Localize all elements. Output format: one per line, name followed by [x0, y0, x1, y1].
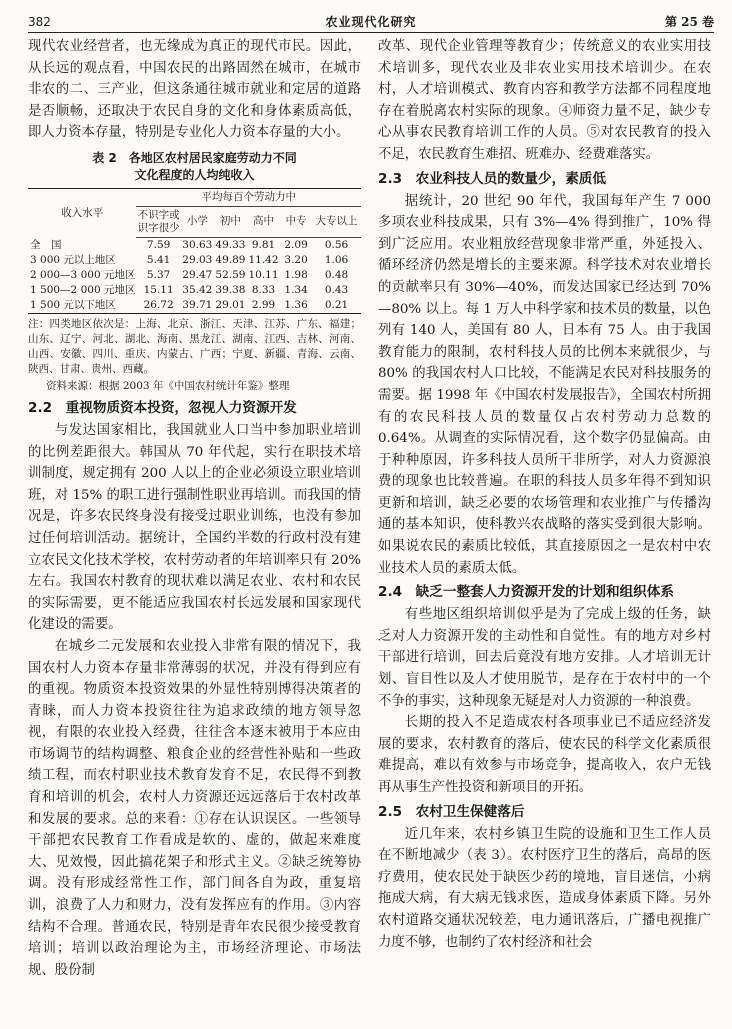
page-number: 382: [28, 15, 51, 29]
section-heading-2-4: 2.4 缺乏一整套人力资源开发的计划和组织体系: [378, 584, 674, 601]
table-cell: 7.59: [146, 238, 171, 251]
row-label: 全 国: [30, 238, 62, 251]
row-label: 1 500 元以下地区: [28, 298, 136, 314]
row-label: 1 500—2 000 元地区: [30, 283, 136, 296]
table-cell: 49.89: [215, 253, 246, 266]
table-cell: 26.72: [136, 298, 180, 314]
column-header: 大专以上: [312, 206, 361, 237]
table-cell: 1.34: [284, 283, 308, 296]
paragraph: 近几年来，农村乡镇卫生院的设施和卫生工作人员在不断地减少（表 3）。农村医疗卫生的落后，高昂的医疗费用，使农民处于缺医少药的境地，盲目迷信，小病拖成大病，有大病无钱求医，造成身体素质下降。另外农村道路交通状况较差，电力通讯落后，广播电视推广力度不够，也制约了农村经济和社会: [378, 826, 711, 950]
table-title-line-1: 表 2 各地区农村居民家庭劳动力不同: [92, 150, 297, 165]
column-header: 初中: [214, 206, 247, 237]
column-header: 高中: [247, 206, 280, 237]
table-cell: 1.06: [324, 253, 349, 266]
table-cell: 0.21: [312, 298, 361, 314]
table-row: [28, 268, 361, 283]
income-table: [28, 188, 361, 314]
volume-label: 第 25 卷: [664, 15, 714, 29]
table-row: [28, 298, 361, 314]
table-cell: 3.20: [284, 253, 308, 266]
page-header: [28, 12, 714, 33]
table-cell: 2.09: [284, 238, 308, 251]
table-cell: 49.33: [215, 238, 246, 251]
table-cell: 35.42: [182, 283, 213, 296]
table-cell: 29.47: [182, 268, 213, 281]
continued-paragraph: 改革、现代企业管理等教育少；传统意义的农业实用技术培训多，现代农业及非农业实用技术培训少。在农村，人才培训模式、教育内容和教学方法都不同程度地存在着脱离农村实际的现象。④师资力量不足，缺少专心从事农民教育培训工作的人员。⑤对农民教育的投入不足，农民教育生难招、班难办、经费难落实。: [378, 39, 711, 162]
paragraph: 在城乡二元发展和农业投入非常有限的情况下，我国农村人力资本存量非常薄弱的状况，并没有得到应有的重视。物质资本投资效果的外显性特别博得决策者的青睐，而人力资本投资往往为追求政绩的地方领导忽视，有限的农业投入经费，往往含本逐末被用于本应由市场调节的结构调整、粮食企业的经营性补贴和一些政绩工程，而农村职业技术教育发育不足，农民得不到教育和培训的机会，农村人力资源还远远落后于农村改革和发展的要求。总的来看：①存在认识误区。一些领导干部把农民教育工作看成是软的、虚的，做起来难度大、见效慢，因此搞花架子和形式主义。②缺乏统筹协调。没有形成经常性工作，部门间各自为政，重复培训，浪费了人力和财力，没有发挥应有的作用。③内容结构不合理。普通农民，特别是青年农民很少接受教育培训；培训以政治理论为主，市场经济理论、市场法规、股份制: [28, 638, 361, 978]
table-cell: 0.43: [324, 283, 349, 296]
table-cell: 1.98: [284, 268, 308, 281]
table-cell: 2.99: [247, 298, 280, 314]
intro-paragraph: 现代农业经营者，也无缘成为真正的现代市民。因此，从长远的观点看，中国农民的出路固然在城市，在城市非农的二、三产业，但这条通往城市就业和定居的道路是否顺畅，还取决于农民自身的文化和身体素质高低，即人力资本存量，特别是专业化人力资本存量的大小。: [28, 39, 361, 141]
left-column: [28, 36, 361, 981]
table-cell: 29.03: [182, 253, 213, 266]
section-heading-2-5: 2.5 农村卫生保健落后: [378, 803, 525, 820]
table-cell: 10.11: [248, 268, 279, 281]
table-cell: 11.42: [248, 253, 279, 266]
table-cell: 52.59: [215, 268, 246, 281]
column-header: 中专: [280, 206, 312, 237]
table-cell: 1.36: [280, 298, 312, 314]
table-title: [28, 150, 361, 184]
row-label: 3 000 元以上地区: [30, 253, 116, 266]
table-cell: 0.56: [324, 238, 349, 251]
table-note: 注：四类地区依次是：上海、北京、浙江、天津、江苏、广东、福建；山东、辽宁、河北、湖北、海南、黑龙江、湖南、江西、吉林、河南、山西、安徽、四川、重庆、内蒙古、广西；宁夏、新疆、青海、云南、陕西、甘肃、贵州、西藏。: [28, 317, 361, 375]
paragraph: 有些地区组织培训似乎是为了完成上级的任务，缺乏对人力资源开发的主动性和自觉性。有的地方对乡村干部进行培训，回去后竟没有地方安排。人才培训无计划、盲目性以及人才使用脱节，是存在于农村中的一个不争的事实，这种现象无疑是对人力资源的一种浪费。: [378, 607, 711, 709]
group-header: 平均每百个劳动力中: [136, 188, 361, 206]
table-cell: 9.81: [251, 238, 276, 251]
section-heading-2-2: 2.2 重视物质资本投资，忽视人力资源开发: [28, 399, 297, 416]
table-cell: 5.37: [146, 268, 171, 281]
section-heading-2-3: 2.3 农业科技人员的数量少，素质低: [378, 170, 606, 187]
right-column: [378, 36, 711, 953]
paragraph: 据统计，20 世纪 90 年代，我国每年产生 7 000 多项农业科技成果，只有 3%—4% 得到推广，10% 得到广泛应用。农业粗放经营现象非常严重，外延投入、循环经济仍然是增长的主要来源。科学技术对农业增长的贡献率只有 30%—40%，而发达国家已经达到 70%—80% 以上。每 1 万人中科学家和技术员的数量，以色列有 140 人，美国有 80 人，日本有 75 人。由于我国教育能力的限制，农村科技人员的比例本来就很少，与 80% 的我国农村人口比较，不能满足农民对科技服务的需要。据 1998 年《中国农村发展报告》，全国农村所拥有的农民科技人员的数量仅占农村劳动力总数的 0.64%。从调查的实际情况看，这个数字仍显偏高。由于种种原因，许多科技人员所干非所学，对人力资源浪费的现象也比较普遍。在职的科技人员多年得不到知识更新和培训，缺乏必要的农场管理和农业推广与传播沟通的基本知识，使科教兴农战略的落实受到很大影响。如果说农民的素质比较低，其直接原因之一是农村中农业技术人员的素质太低。: [378, 193, 711, 576]
table-row: [28, 283, 361, 298]
table-source: 资料来源：根据 2003 年《中国农村统计年鉴》整理: [46, 379, 290, 392]
journal-title: 农业现代化研究: [325, 15, 417, 29]
table-row: [28, 253, 361, 268]
column-header: 不识字或识字很少: [136, 206, 180, 237]
table-cell: 5.41: [146, 253, 171, 266]
table-cell: 29.01: [214, 298, 247, 314]
table-cell: 30.63: [182, 238, 213, 251]
table-cell: 39.38: [215, 283, 246, 296]
table-row: [28, 237, 361, 253]
row-label: 2 000—3 000 元地区: [30, 268, 136, 281]
table-cell: 15.11: [143, 283, 174, 296]
column-header: 小学: [181, 206, 214, 237]
paragraph: 与发达国家相比，我国就业人口当中参加职业培训的比例差距很大。韩国从 70 年代起，实行在职技术培训制度，规定拥有 200 人以上的企业必须设立职业培训班，对 15% 的职工进行强制性职业再培训。而我国的情况是，许多农民终身没有接受过职业训练，也没有参加过任何培训活动。据统计，全国约半数的行政村没有建立农民文化技术学校，农村劳动者的年培训率只有 20% 左右。我国农村教育的现状难以满足农业、农村和农民的实际需要，更不能适应我国农村长远发展和国家现代化建设的需要。: [28, 422, 361, 633]
paragraph: 长期的投入不足造成农村各项事业已不适应经济发展的要求，农村教育的落后，使农民的科学文化素质很难提高，难以有效参与市场竞争，提高收入，农户无钱再从事生产性投资和新项目的开拓。: [378, 715, 711, 795]
table-cell: 8.33: [251, 283, 276, 296]
table-cell: 39.71: [181, 298, 214, 314]
income-header: 收入水平: [28, 188, 136, 237]
table-title-line-2: 文化程度的人均纯收入: [134, 167, 255, 182]
table-cell: 0.48: [324, 268, 349, 281]
